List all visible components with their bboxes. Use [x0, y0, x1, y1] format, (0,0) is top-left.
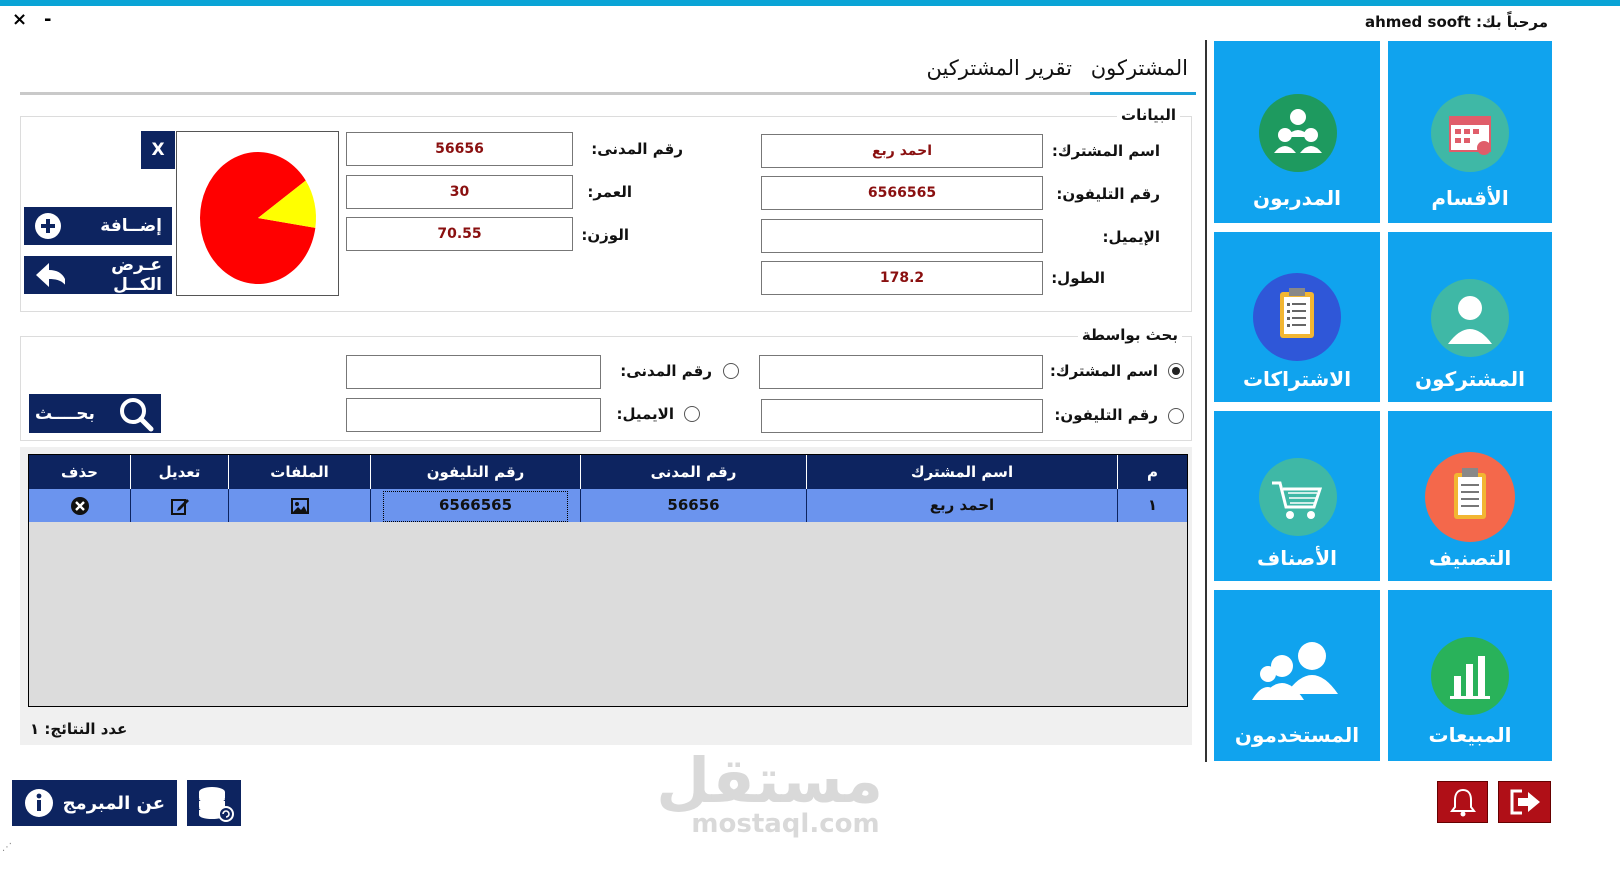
cell-edit — [130, 489, 228, 522]
watermark-arabic: مستقل — [656, 744, 883, 817]
minimize-window-button[interactable]: - — [44, 9, 52, 30]
data-group-legend: البيانات — [1117, 106, 1180, 124]
results-table — [28, 454, 1188, 707]
search-civil-id-input[interactable] — [346, 355, 601, 389]
search-button-label: بحــــث — [35, 403, 95, 424]
civil-id-field[interactable]: 56656 — [346, 132, 573, 166]
tile-users-label: المستخدمون — [1234, 723, 1360, 747]
tile-subscribers-label: المشتركون — [1415, 367, 1525, 391]
search-civil-id-label: رقم المدنى: — [620, 362, 712, 380]
height-label: الطول: — [1051, 269, 1105, 287]
search-name-input[interactable] — [759, 355, 1043, 389]
col-files[interactable]: الملفات — [228, 455, 370, 489]
tab-subscribers[interactable]: المشتركون — [1090, 56, 1188, 80]
name-label: اسم المشترك: — [1051, 142, 1160, 160]
cell-civil-id: 56656 — [580, 489, 806, 522]
age-label: العمر: — [587, 183, 632, 201]
watermark-url: mostaql.com — [691, 809, 880, 839]
col-index[interactable]: م — [1117, 455, 1187, 489]
title-bar-accent — [0, 0, 1620, 6]
table-row[interactable] — [29, 489, 1187, 522]
cell-phone: 6566565 — [383, 491, 568, 522]
cell-phone-wrap — [370, 489, 580, 522]
tile-subscriptions[interactable] — [1214, 232, 1380, 402]
notifications-button[interactable] — [1437, 781, 1488, 823]
search-phone-input[interactable] — [761, 399, 1043, 433]
logout-button[interactable] — [1498, 781, 1551, 823]
tab-strip-line — [20, 92, 1196, 95]
tab-subscribers-report[interactable]: تقرير المشتركين — [926, 56, 1072, 80]
clipboard-checklist-icon — [1252, 272, 1342, 362]
resize-grip[interactable]: ⋰ — [2, 842, 12, 853]
show-all-button[interactable] — [24, 256, 172, 294]
name-field[interactable]: احمد ربع — [761, 134, 1043, 168]
age-field[interactable]: 30 — [346, 175, 573, 209]
tile-items[interactable] — [1214, 411, 1380, 581]
subscriber-image-box — [176, 131, 339, 296]
edit-icon[interactable] — [170, 496, 190, 516]
email-label: الإيميل: — [1102, 228, 1160, 246]
phone-label: رقم التليفون: — [1056, 185, 1160, 203]
back-arrow-icon — [34, 260, 65, 290]
group-icon — [1258, 93, 1338, 173]
bar-chart-icon — [1430, 636, 1510, 716]
search-email-input[interactable] — [346, 398, 601, 432]
height-field[interactable]: 178.2 — [761, 261, 1043, 295]
results-count: عدد النتائج: ١ — [30, 720, 128, 738]
email-field[interactable] — [761, 219, 1043, 253]
database-refresh-icon — [194, 784, 234, 822]
users-icon — [1252, 636, 1344, 706]
about-programmer-label: عن المبرمج — [62, 792, 165, 814]
col-civil-id[interactable]: رقم المدنى — [580, 455, 806, 489]
database-backup-button[interactable] — [187, 780, 241, 826]
vertical-separator — [1205, 40, 1207, 762]
tile-sales[interactable] — [1388, 590, 1552, 761]
cell-index: ١ — [1117, 489, 1187, 522]
magnifier-icon — [117, 396, 155, 432]
document-icon — [1424, 451, 1516, 543]
tile-trainers[interactable] — [1214, 41, 1380, 223]
search-email-label: الايميل: — [616, 405, 674, 423]
tile-users[interactable] — [1214, 590, 1380, 761]
col-name[interactable]: اسم المشترك — [806, 455, 1117, 489]
welcome-text: مرحباً بك: ahmed sooft — [1364, 13, 1548, 31]
search-name-label: اسم المشترك: — [1049, 362, 1158, 380]
delete-x-circle-icon[interactable] — [70, 496, 90, 516]
table-header — [29, 455, 1187, 489]
col-delete[interactable]: حذف — [61, 463, 98, 481]
search-button[interactable] — [29, 394, 161, 433]
tab-active-indicator — [1090, 92, 1196, 95]
show-all-button-label: عـرض الكــل — [111, 255, 162, 295]
tile-sections-label: الأقسام — [1431, 186, 1509, 210]
weight-label: الوزن: — [581, 226, 629, 244]
search-by-email-radio[interactable] — [684, 406, 700, 422]
search-group-legend: بحث بواسطة — [1078, 326, 1182, 344]
civil-id-label: رقم المدنى: — [591, 140, 683, 158]
tile-items-label: الأصناف — [1257, 546, 1337, 570]
close-window-button[interactable]: × — [12, 9, 28, 30]
plus-circle-icon — [34, 212, 62, 240]
tile-subscribers[interactable] — [1388, 232, 1552, 402]
add-button[interactable] — [24, 207, 172, 245]
tile-classification[interactable] — [1388, 411, 1552, 581]
person-icon — [1430, 278, 1510, 358]
tile-trainers-label: المدربون — [1253, 186, 1341, 210]
about-programmer-button[interactable] — [12, 780, 177, 826]
phone-field[interactable]: 6566565 — [761, 176, 1043, 210]
cart-icon — [1258, 457, 1338, 537]
col-edit[interactable]: تعديل — [130, 455, 228, 489]
col-phone[interactable]: رقم التليفون — [370, 455, 580, 489]
calendar-icon — [1430, 93, 1510, 173]
search-by-civil-id-radio[interactable] — [723, 363, 739, 379]
bell-icon — [1448, 787, 1478, 817]
search-phone-label: رقم التليفون: — [1054, 406, 1158, 424]
add-button-label: إضــافة — [100, 216, 162, 236]
remove-image-button[interactable]: X — [141, 131, 175, 169]
tile-classification-label: التصنيف — [1428, 546, 1512, 570]
pie-chart — [177, 132, 338, 295]
search-by-name-radio[interactable] — [1168, 363, 1184, 379]
weight-field[interactable]: 70.55 — [346, 217, 573, 251]
cell-name: احمد ربع — [806, 489, 1117, 522]
tile-sales-label: المبيعات — [1428, 723, 1512, 747]
tile-sections[interactable] — [1388, 41, 1552, 223]
tile-subscriptions-label: الاشتراكات — [1242, 367, 1352, 391]
info-icon — [24, 788, 54, 818]
search-by-phone-radio[interactable] — [1168, 408, 1184, 424]
cell-delete — [29, 489, 130, 522]
cell-files — [228, 489, 370, 522]
image-file-icon[interactable] — [290, 497, 310, 515]
logout-icon — [1508, 787, 1542, 817]
